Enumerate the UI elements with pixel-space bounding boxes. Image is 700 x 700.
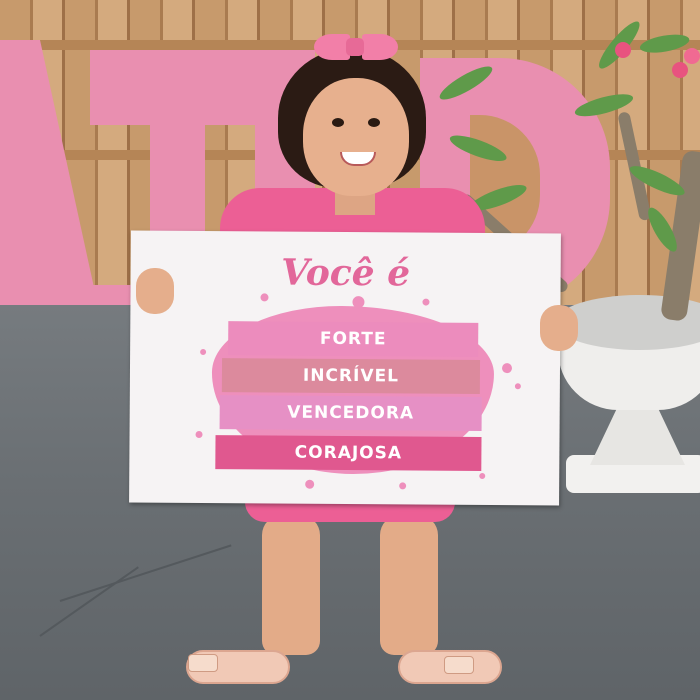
word-corajosa: CORAJOSA <box>215 435 481 471</box>
word-incrivel: INCRÍVEL <box>222 358 480 394</box>
left-eye <box>332 118 344 127</box>
word-vencedora: VENCEDORA <box>220 395 482 431</box>
right-hand <box>540 305 578 351</box>
right-leg <box>380 515 438 655</box>
left-hand <box>136 268 174 314</box>
right-eye <box>368 118 380 127</box>
left-leg <box>262 515 320 655</box>
sign-title: Você é <box>281 251 411 295</box>
word-forte: FORTE <box>228 321 478 357</box>
hair-bow-icon <box>314 34 350 60</box>
affirmation-sign <box>129 231 561 506</box>
face <box>303 78 409 196</box>
sandal-bow-icon <box>188 654 218 672</box>
sandal-bow-icon <box>444 656 474 674</box>
